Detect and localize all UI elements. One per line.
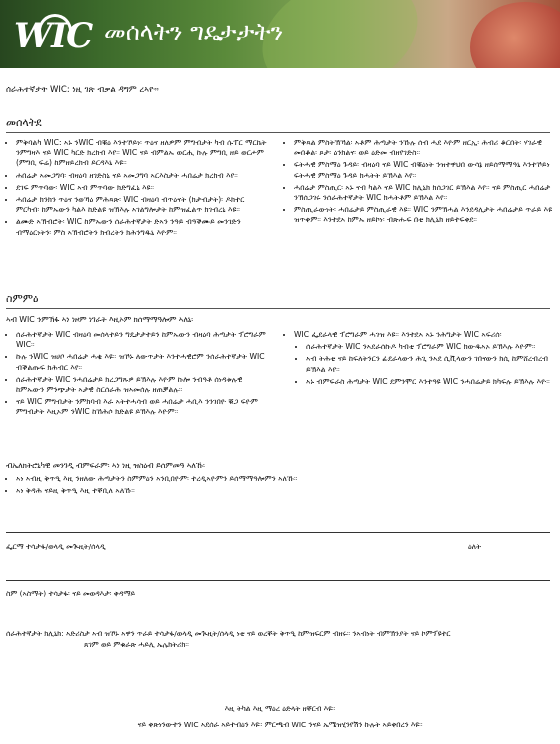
staff-instructions [6,628,550,650]
responsibilities-lead: ኣብ WIC ንምኽፋ ኣነ ነዞም ነገራት እዚኦም ክሰማማዓሎም ኣለኒ፡ [6,315,194,324]
understand-item: • ኣነ ቅዳሕ ናይዚ ቅጥዒ እዚ ተቐቢለ ኣለኹ። [16,486,550,496]
responsibility-item: • ሰራሕተኛታት WIC ንሓበሬታይ ክረጋግጹዎ ይኽእሉ እዮም ኩሎ ንብዓቶ ሰነዳቱሉዊ ከምኡውን ምንጭታት ኣታዊ ስርሰራሕ ዝኣመሰሉ ዘጠቓልሉ። [16,375,268,395]
responsibility-sub-item: • ኣብ ትሕቲ ናይ ከፍለትንርን ፊደራላውን ሕጊ ንኣደ ሲቪላውን ገበናውን ክሲ ከምሸረብረብ ይኽእል እየ። [306,354,552,374]
rights-item: • ደገፍ ምጥባው፡ WIC ኣብ ምጥባው ክድግፈኒ እዩ። [16,183,268,193]
responsibilities-title: ስምምዕ [6,292,39,305]
header-banner [0,0,560,68]
rights-item: • ሐበሬታ ኣመጋግባ፡ ብዛዕባ ዘገድስኒ ናይ ኣመጋግባ ኣርእስታት ሓበሬታ ክረክብ እየ። [16,171,268,181]
understand-list [6,474,550,496]
footer-line-1: እዚ ትካል እዚ ማዕረ ዕድላት ዘቐርብ እዩ። [224,704,336,713]
rights-divider [6,132,550,133]
staff-instructions-cont: ጸገም ወይ ምቁራጽ ሓይሊ ኤሌክትሪክ። [84,640,189,649]
intro-text: ሰራሕተኛታት WIC: ነዚ ገጽ ብቃል ዳግም ረኣዮ። [6,85,159,95]
responsibility-sub-item: • ኣኑ ብምፍራስ ሕጣታት WIC ደምንሞር እንተዓዩ WIC ንሓበሬታይ ክካፍሉ ይኽእሉ እዮ። [306,377,552,387]
responsibility-item: • WIC ፌደራላዊ ፕሮግራም ሓገዝ እዩ። እንተደኣ ኣኑ ንሕግታት WIC ኣፍሪሰ፡ [294,330,552,340]
responsibility-item: • ናይ WIC ምግብታት ንምክባብ እራ ኣትተሓሳብ ወይ ሓበሬታ ሓቢእ ንንገበዮ ቑጋ ፍዮም ምግብታት እዚኦም ንWIC ከኸሕሶ ክድልዩ ይኽእሉ እዮም። [16,397,268,417]
signer-label: ፌርማ ተሳታፋ/ወላዲ መጒዚት/ሰላዲ [6,542,106,551]
rights-right-column [284,138,552,228]
rights-left-list [6,138,268,238]
responsibility-item: • ኩሉ ንWIC ዝሀቦ ሓበሬታ ሓቂ እዩ። ዝኾኑ ለውጥታት እንተሓዊሮም ንሰራሕተኛታት WIC ብቕልጡፍ ክሕብር እየ። [16,352,268,372]
responsibilities-left-column [6,330,268,420]
rights-title: መሰላትደ [6,116,42,129]
rights-item: • ፍትሓዊ ምስማዕ ጉዳይ፡ ብዛዕባ ናይ WIC ብቑዕነት ንዝተዋህበ ውሳኔ ዘይሰማማዓኒ እንተኾይነ ፍትሓዊ ምስማዕ ጉዳይ ክሓትት ይኽእል እየ። [294,160,552,180]
rights-item: • ሓበሬታ ክንክን ጥዕና ንወኻዕ ምሕጻጽ፡ WIC ብዛዕባ ብጥዕናት (ክታብታት)፡ ዶክተር ምርካብ፡ ከምኡውን ካልእ ከድልዩ ዝኽእሉ ኣገልግሎታት ከምዝፈልጥ ክገብረኒ እዩ። [16,195,268,215]
signature-line[interactable] [6,532,550,533]
responsibilities-left-list [6,330,268,418]
page-title: መሰላትን ግዴታታትን [104,18,284,46]
understand-item: • ኣነ ኣብዚ ቅጥዒ እዚ ንዘለው ሕጣታትን ስምምዕን ኣንቢበዮም፡ ተረዲኣዮምን ይሰማማዓሎምን ኣለኹ። [16,474,550,484]
name-label: ስም (ኣስማት) ተሳታፋ፡ ናይ መወዳእታ፡ ቀዳማይ [6,589,136,598]
rights-left-column [6,138,268,240]
understand-column [6,474,550,498]
rights-item: • ምቅጻል ምስትኽኻል፡ ኣቶም ሕጣታት ንኹሉ ሰብ ሓደ እዮም ዘርኢ፡ ሕብሪ ቆርበት፡ ሃገራዊ መበቆል፡ ጾታ፡ ዕንክልና፡ ወይ ዕድመ ብዘየገድስ። [294,138,552,158]
rights-item: • ምስጢራውነት፡ ሓበሬታይ ምስጢራዊ እዩ። WIC ንምኽሓል እንደዳሊታት ሓበሬታይ ጥራይ እዩ ዝጥቀም። እንተደኣ ከምኡ ዘይኮነ፡ ብጽሑፍ በቲ ክሊኒክ ዘይተፍቀደ። [294,205,552,225]
responsibilities-sub-list [284,342,552,387]
apple-decoration [470,2,560,68]
wic-logo [14,14,93,56]
logo-text: WIC [14,16,93,56]
footer-line-2: ናይ ቀጽነንውተን WIC ኣደሰራ ኣይተብዕን እዩ። ምርጫብ WIC ንናይ ኤሜዝሂንየሽን ኩሉት ኣይቀበረን እዩ። [137,720,423,729]
staff-instructions-lead: ሰራሕተኛታት ክሊኒክ: ኣድሪስታ ኣብ ዝኾኑ ኣዋን ጥራይ ተሳታፋ/ወላዲ መጒዚት/ሰላዲ ነቲ ናይ ወረቐት ቅጥዒ ከምዝፍርም ብዘሩ። ንኣብነት ብምኽንያት ናይ ኮምፕዩተር [6,629,451,638]
responsibility-item: • ሰራሕተኛታት WIC ብዛዕባ መሰላተይን ግዴታታተይን ከምኡውን ብዛዕባ ሕጣታት ፕሮግራም WIC። [16,330,268,350]
rights-item: • ምቅባልካ WIC: ኣኑ ንWIC ብቑዕ እንተኾይነ፡ ጥዕና ዘለዎም ምግብታት ካብ ሱፐር ማርኬት ንምግዛእ ናይ WIC ካርድ ክረክብ እየ። WIC ናይ ብምልኡ ወርሒ ኩሉ ምግቢ ዘይ ወርሖም (ምግቢ ፍሬ) ከምዘይረክብ ይርዳእኒ እዩ። [16,138,268,169]
name-line[interactable] [6,580,550,581]
rights-item: • ልሙድ ኣኽብሮት፡ WIC ከምኡውን ሰራሕተኛታት ድኣን ንዓይ ብዓቕሙይ መንገድን ብማዕርነትን፡ ምስ ኣኽብሮትን ክብረትን ክሕንግዱኒ እዮም። [16,217,268,237]
responsibilities-right-column [284,330,552,389]
understand-lead: ብኤለክትሮኒካዊ መንገዲ ብምፍራም፡ ኣነ ነዚ ዝስዕብ ይሰምመዓ ኣለኹ፡ [6,461,205,470]
rights-right-list [284,138,552,226]
date-label: ዕለት [468,542,481,551]
responsibilities-divider [6,308,550,309]
rights-item: • ሓበሬታ ምስጢር፡ ኣኑ ናብ ካልእ ናይ WIC ክሊኒክ ክሰጋገር ይኽእል እየ። ናይ ምስጢር ሓበሬታ ንኽሰጋገሩ ንሰራሕተኛታት WIC ክሓትቶም ይኽእል እየ። [294,183,552,203]
responsibilities-right-list [284,330,552,340]
responsibility-sub-item: • ሰራሕተኛታት WIC ንኣደራሰኩዶ ካብቲ ፕሮግራም WIC ክውዱኣኦ ይኽእሉ እዮም። [306,342,552,352]
